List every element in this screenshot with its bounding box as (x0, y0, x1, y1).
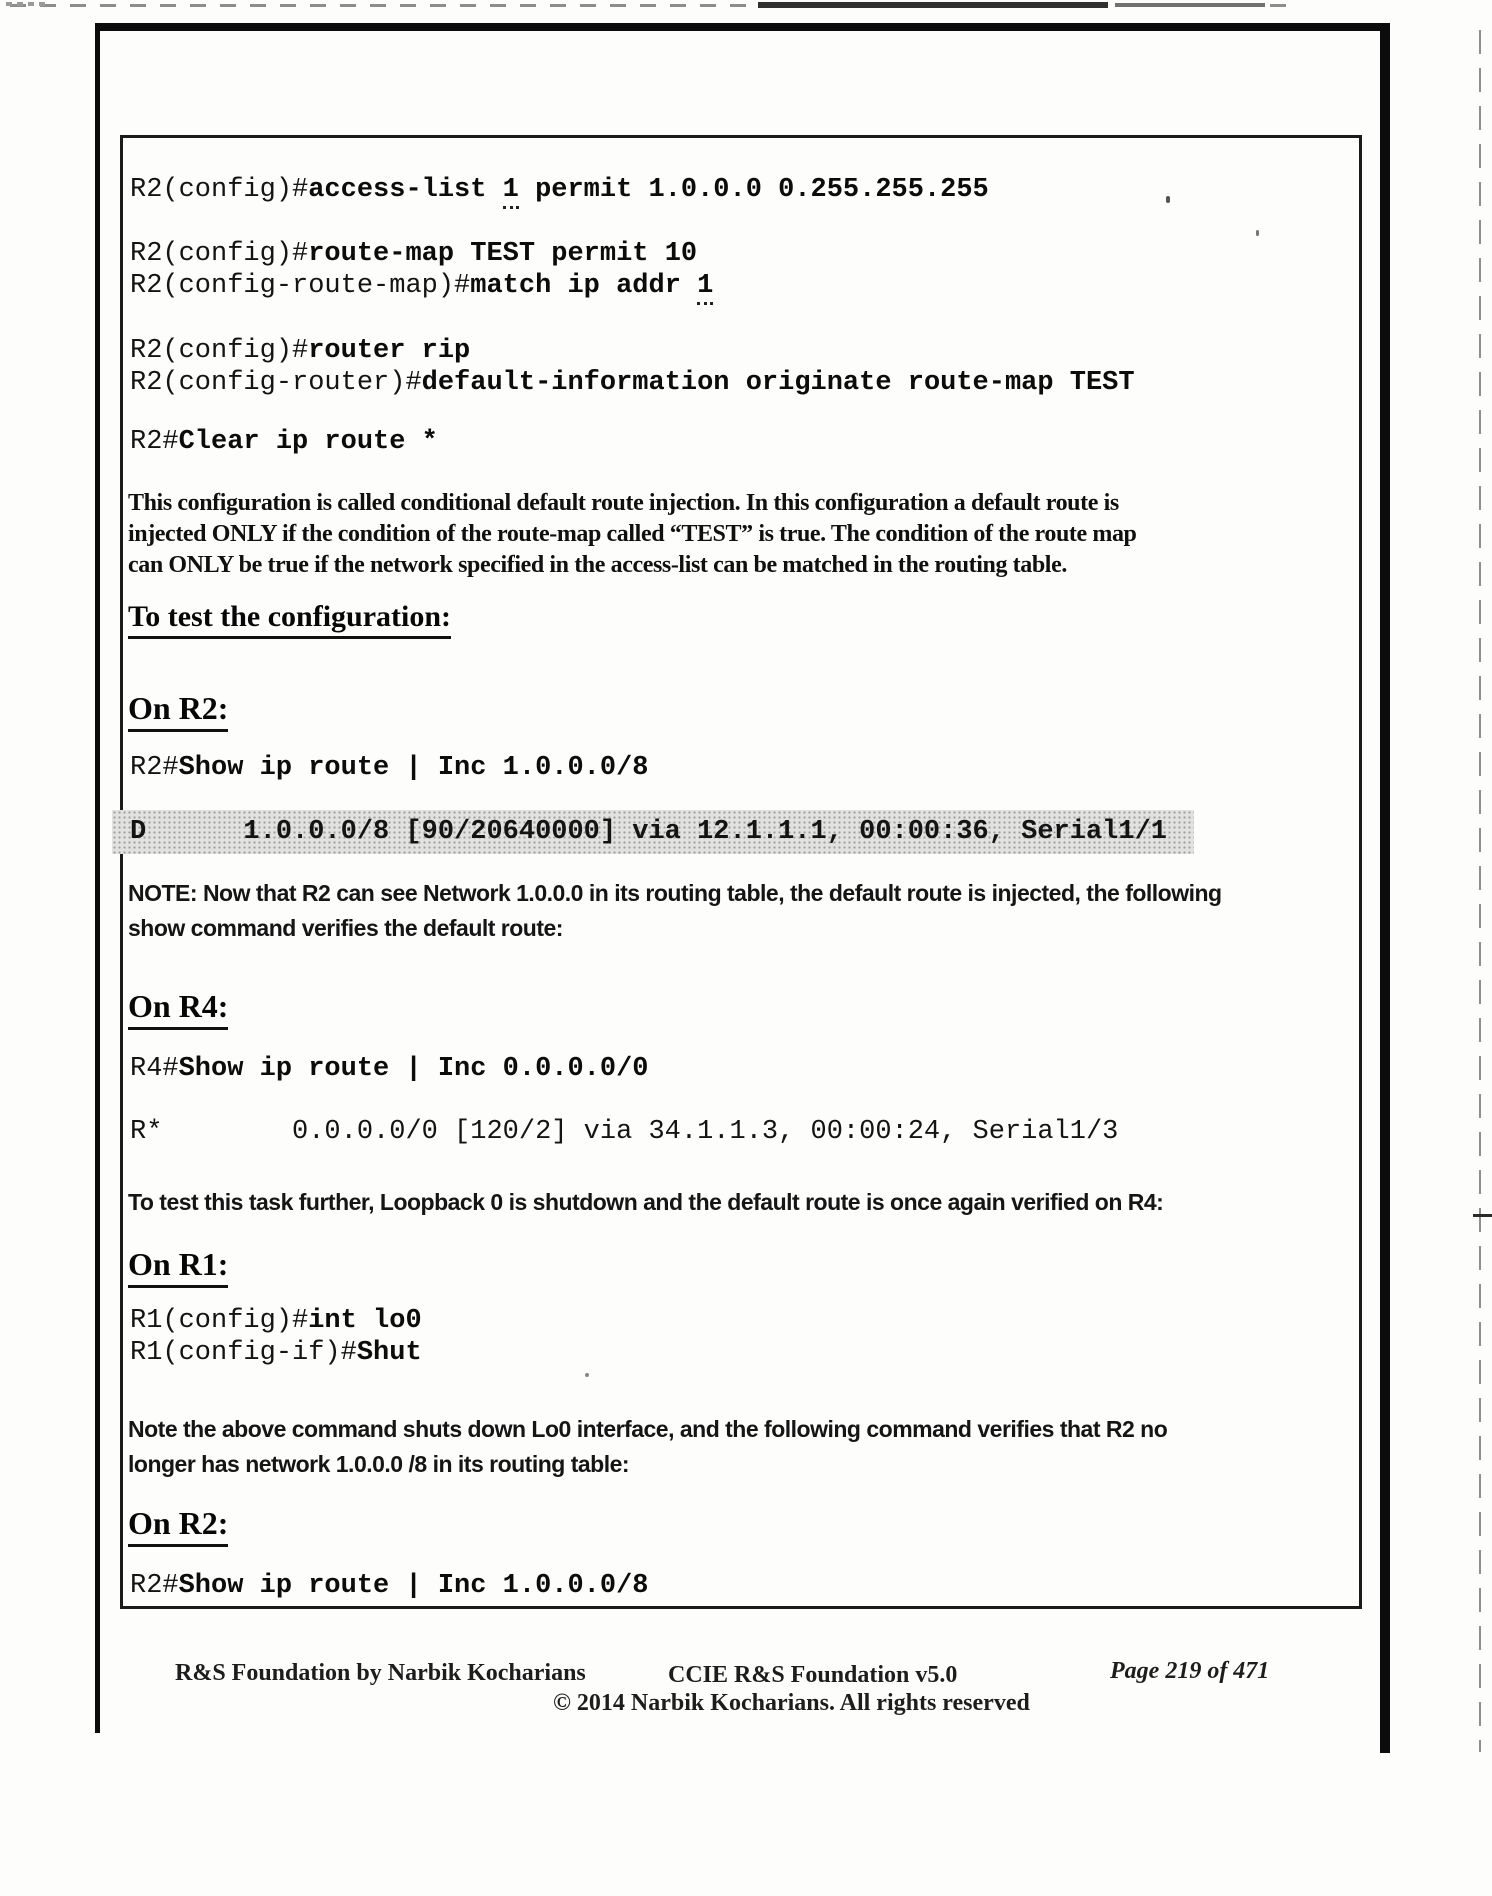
scan-artifact-top-bar-2 (1115, 3, 1265, 7)
scan-artifact-top-left-mark (6, 2, 50, 6)
cli-line-show-ip-route-r4 (130, 1053, 649, 1085)
cli-prompt: R2# (130, 753, 179, 783)
note-paragraph-3 (128, 1412, 1167, 1482)
section-heading-text: On R4: (128, 988, 228, 1030)
note-line: show command verifies the default route: (128, 915, 563, 941)
section-heading-on-r1 (128, 1246, 228, 1288)
cli-command: route-map TEST permit 10 (308, 239, 698, 269)
cli-line-shut (130, 1337, 422, 1369)
cli-prompt: R2(config)# (130, 336, 309, 366)
cli-prompt: R2# (130, 427, 179, 457)
cli-command: Show ip route | Inc 0.0.0.0/0 (178, 1054, 649, 1084)
cli-line-router-rip (130, 335, 470, 367)
scan-artifact-right-line (1479, 30, 1481, 1752)
cli-line-route-map (130, 238, 697, 270)
footer-course-title: CCIE R&S Foundation v5.0 (668, 1662, 958, 1688)
footer-author: R&S Foundation by Narbik Kocharians (175, 1660, 586, 1686)
cli-prompt: R4# (130, 1054, 179, 1084)
explanation-line: can ONLY be true if the network specified in the access-list can be matched in the routing table. (128, 552, 1067, 578)
section-heading-on-r2-first (128, 690, 228, 732)
scan-artifact-right-tick (1473, 1214, 1492, 1217)
cli-line-clear-ip-route (130, 426, 438, 458)
outer-border-left (95, 23, 100, 1733)
cli-prompt: R1(config)# (130, 1306, 309, 1336)
section-heading-text: On R2: (128, 1505, 228, 1547)
cli-command: match ip addr (470, 271, 698, 301)
note-paragraph-2 (128, 1185, 1163, 1220)
cli-command: access-list (308, 175, 503, 205)
cli-command-underlined-arg: 1 (503, 175, 519, 209)
cli-command-underlined-arg: 1 (697, 271, 713, 305)
footer-page-number: Page 219 of 471 (1110, 1658, 1270, 1684)
cli-command: router rip (308, 336, 471, 366)
cli-prompt: R2(config-router)# (130, 368, 422, 398)
note-line: longer has network 1.0.0.0 /8 in its routing table: (128, 1451, 630, 1477)
cli-command: Show ip route | Inc 1.0.0.0/8 (178, 753, 649, 783)
scan-artifact-top-bar (758, 2, 1108, 8)
outer-border-right (1380, 23, 1390, 1753)
cli-command: Show ip route | Inc 1.0.0.0/8 (178, 1571, 649, 1601)
cli-command: int lo0 (308, 1306, 422, 1336)
note-line: NOTE: Now that R2 can see Network 1.0.0.0 in its routing table, the default route is injected, the following (128, 880, 1222, 906)
explanation-line: This configuration is called conditional default route injection. In this configuration a default route is (128, 490, 1119, 516)
explanation-line: injected ONLY if the condition of the route-map called “TEST” is true. The condition of the route map (128, 521, 1137, 547)
cli-line-default-information (130, 367, 1135, 399)
section-heading-to-test (128, 600, 451, 639)
section-heading-on-r4 (128, 988, 228, 1030)
cli-prompt: R2(config-route-map)# (130, 271, 471, 301)
section-heading-text: On R1: (128, 1246, 228, 1288)
section-heading-text: To test the configuration: (128, 600, 451, 639)
explanation-paragraph (128, 488, 1137, 581)
cli-command: permit 1.0.0.0 0.255.255.255 (518, 175, 989, 205)
cli-prompt: R2(config)# (130, 175, 309, 205)
note-line: Note the above command shuts down Lo0 interface, and the following command verifies that R2 no (128, 1416, 1168, 1442)
note-paragraph-1 (128, 876, 1222, 946)
cli-command: Clear ip route * (178, 427, 438, 457)
cli-line-show-ip-route-r2-first (130, 752, 649, 784)
cli-command: Shut (356, 1338, 422, 1368)
cli-command: default-information originate route-map TEST (421, 368, 1135, 398)
section-heading-text: On R2: (128, 690, 228, 732)
cli-line-int-lo0 (130, 1305, 422, 1337)
note-line: To test this task further, Loopback 0 is shutdown and the default route is once again verified on R4: (128, 1189, 1164, 1215)
cli-line-match-ip (130, 270, 713, 302)
routing-output-rip-default: R* 0.0.0.0/0 [120/2] via 34.1.1.3, 00:00:24, Serial1/3 (130, 1117, 1119, 1147)
cli-line-show-ip-route-r2-second (130, 1570, 649, 1602)
section-heading-on-r2-second (128, 1505, 228, 1547)
cli-prompt: R2(config)# (130, 239, 309, 269)
cli-prompt: R1(config-if)# (130, 1338, 357, 1368)
outer-border-top (95, 23, 1390, 31)
cli-line-access-list (130, 174, 989, 206)
routing-output-eigrp-highlighted: D 1.0.0.0/8 [90/20640000] via 12.1.1.1, 00:00:36, Serial1/1 (130, 817, 1167, 847)
cli-prompt: R2# (130, 1571, 179, 1601)
footer-copyright: © 2014 Narbik Kocharians. All rights reserved (553, 1690, 1030, 1716)
